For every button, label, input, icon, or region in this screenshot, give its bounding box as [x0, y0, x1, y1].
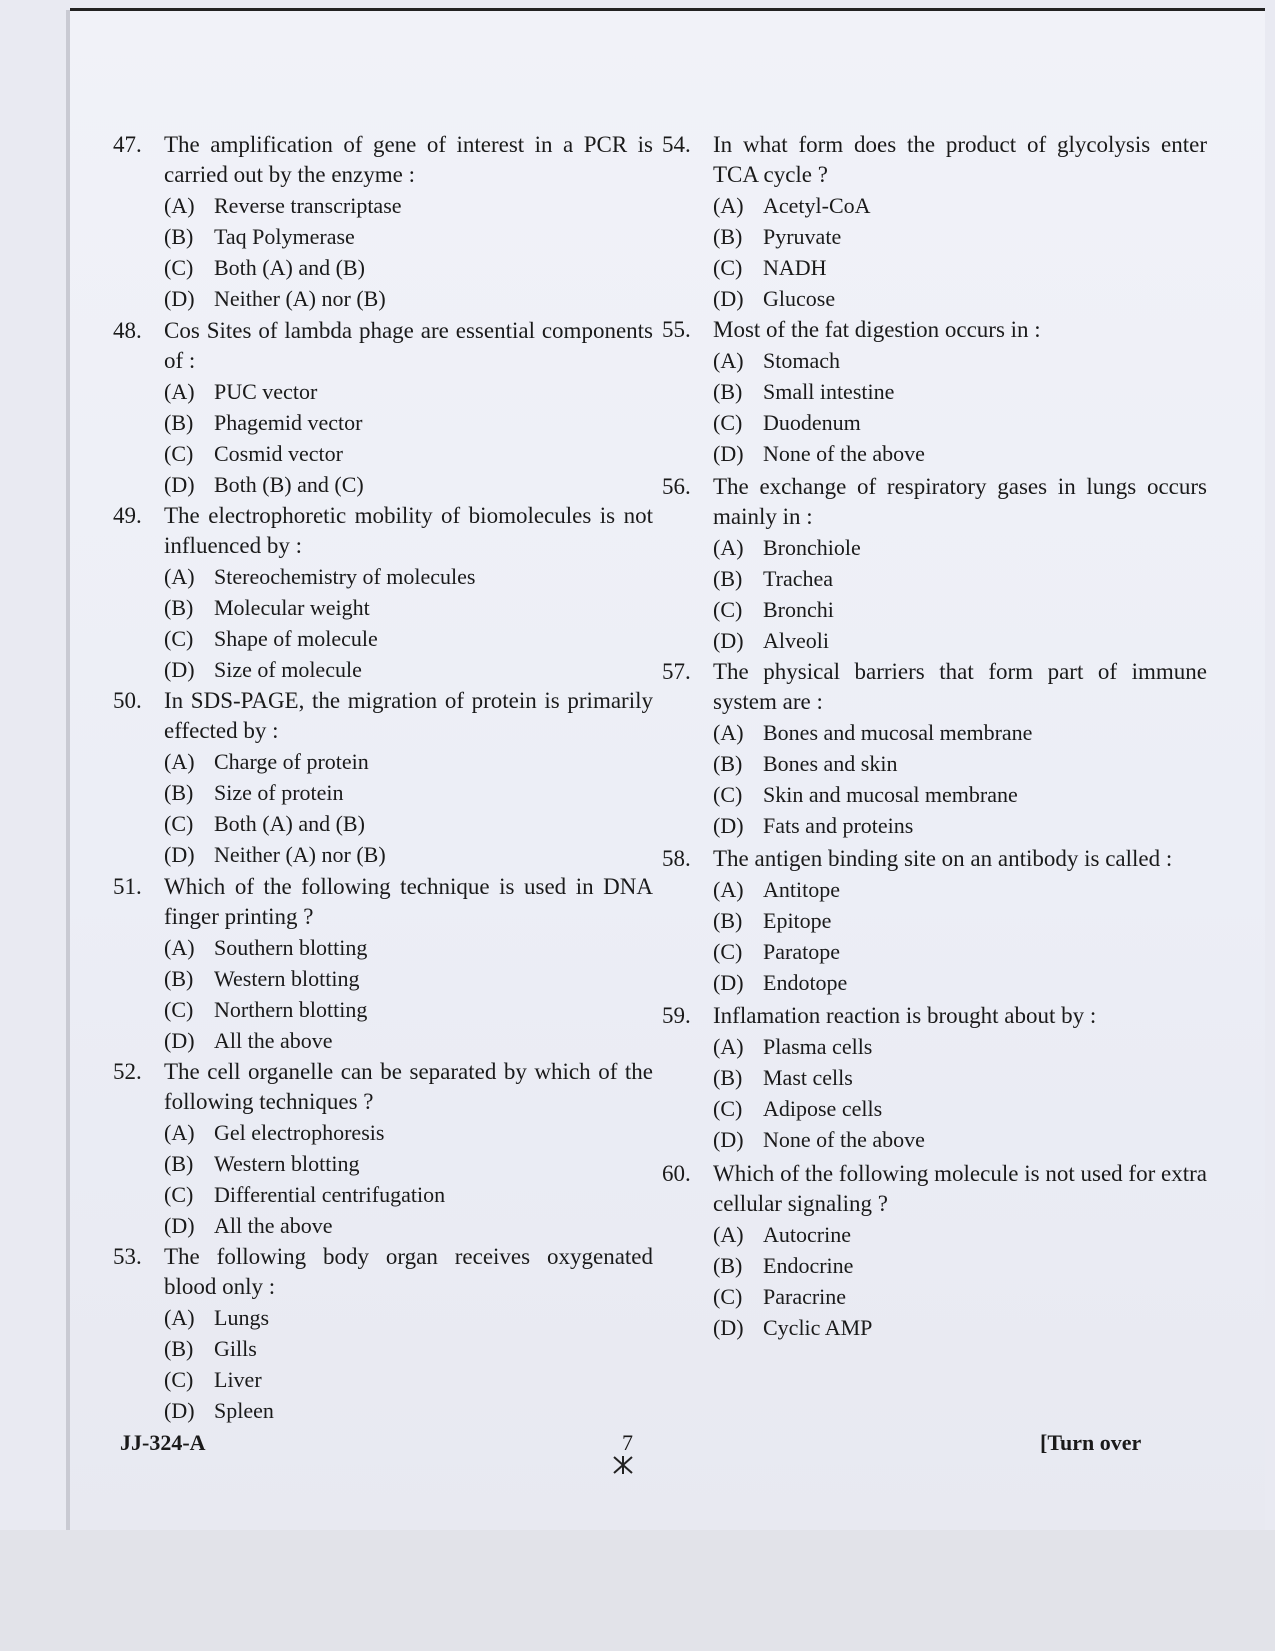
- option-label: (A): [713, 535, 744, 560]
- question-number: 52.: [113, 1059, 142, 1084]
- option-text: All the above: [214, 1028, 333, 1053]
- answer-option: [713, 1062, 1207, 1093]
- answer-option: [713, 779, 1207, 810]
- option-text: Alveoli: [763, 628, 829, 653]
- option-text: NADH: [763, 255, 827, 280]
- answer-option: [164, 1333, 653, 1364]
- option-label: (A): [713, 1222, 744, 1247]
- option-label: (B): [713, 751, 743, 776]
- option-text: Stereochemistry of molecules: [214, 564, 476, 589]
- option-label: (B): [713, 1065, 743, 1090]
- option-text: Bronchi: [763, 597, 834, 622]
- option-text: Phagemid vector: [214, 410, 363, 435]
- answer-option: [713, 221, 1207, 252]
- question-text: The physical barriers that form part of immune system are :: [713, 659, 1207, 714]
- answer-option: [164, 376, 653, 407]
- question-text: The antigen binding site on an antibody is called :: [713, 846, 1173, 871]
- option-label: (A): [713, 877, 744, 902]
- question-number: 53.: [113, 1244, 142, 1269]
- answer-option: [164, 839, 653, 870]
- option-text: None of the above: [763, 441, 925, 466]
- option-label: (A): [164, 1305, 195, 1330]
- question-number: 55.: [662, 317, 691, 342]
- option-label: (D): [713, 813, 744, 838]
- answer-option: [713, 438, 1207, 469]
- question-48: [113, 316, 653, 500]
- option-text: Antitope: [763, 877, 840, 902]
- question-text: The cell organelle can be separated by which of the following techniques ?: [164, 1059, 653, 1114]
- answer-option: [713, 967, 1207, 998]
- question-55: [662, 315, 1207, 469]
- option-label: (B): [164, 1151, 194, 1176]
- answer-option: [164, 808, 653, 839]
- answer-option: [164, 252, 653, 283]
- option-text: Bronchiole: [763, 535, 861, 560]
- answer-option: [164, 1179, 653, 1210]
- option-label: (A): [713, 1034, 744, 1059]
- answer-option: [713, 717, 1207, 748]
- answer-option: [713, 594, 1207, 625]
- turn-over-note: [Turn over: [1040, 1430, 1142, 1455]
- option-text: PUC vector: [214, 379, 318, 404]
- option-label: (A): [164, 749, 195, 774]
- option-label: (C): [164, 811, 194, 836]
- answer-option: [713, 1093, 1207, 1124]
- option-text: Bones and skin: [763, 751, 898, 776]
- question-header: [662, 1001, 1207, 1031]
- answer-option: [164, 654, 653, 685]
- answer-option: [164, 1210, 653, 1241]
- answer-option: [713, 1031, 1207, 1062]
- answer-option: [164, 623, 653, 654]
- option-text: Lungs: [214, 1305, 269, 1330]
- question-text: In SDS-PAGE, the migration of protein is primarily effected by :: [164, 688, 653, 743]
- option-text: Gel electrophoresis: [214, 1120, 385, 1145]
- question-number: 51.: [113, 874, 142, 899]
- answer-option: [164, 469, 653, 500]
- page-top-edge: [70, 8, 1265, 11]
- option-label: (C): [713, 782, 743, 807]
- option-label: (B): [164, 1336, 194, 1361]
- question-number: 59.: [662, 1003, 691, 1028]
- answer-option: [713, 376, 1207, 407]
- question-text: The following body organ receives oxygenated blood only :: [164, 1244, 653, 1299]
- question-49: [113, 501, 653, 685]
- option-label: (D): [164, 472, 195, 497]
- question-58: [662, 844, 1207, 998]
- answer-option: [713, 905, 1207, 936]
- option-text: Duodenum: [763, 410, 861, 435]
- question-header: [113, 686, 653, 746]
- option-label: (B): [713, 1253, 743, 1278]
- question-47: [113, 130, 653, 314]
- question-text: Cos Sites of lambda phage are essential components of :: [164, 318, 653, 373]
- option-text: Western blotting: [214, 1151, 360, 1176]
- option-text: None of the above: [763, 1127, 925, 1152]
- option-label: (D): [713, 970, 744, 995]
- answer-option: [164, 777, 653, 808]
- question-text: In what form does the product of glycolysis enter TCA cycle ?: [713, 132, 1207, 187]
- option-text: Glucose: [763, 286, 836, 311]
- answer-option: [164, 963, 653, 994]
- option-label: (D): [713, 1315, 744, 1340]
- option-label: (C): [713, 410, 743, 435]
- question-header: [113, 501, 653, 561]
- option-text: All the above: [214, 1213, 333, 1238]
- answer-option: [164, 1025, 653, 1056]
- question-text: Which of the following molecule is not used for extra cellular signaling ?: [713, 1161, 1207, 1216]
- question-54: [662, 130, 1207, 314]
- answer-option: [164, 221, 653, 252]
- option-label: (A): [713, 193, 744, 218]
- question-text: The electrophoretic mobility of biomolecules is not influenced by :: [164, 503, 653, 558]
- question-number: 48.: [113, 318, 142, 343]
- answer-option: [713, 283, 1207, 314]
- answer-option: [164, 190, 653, 221]
- option-label: (C): [164, 1367, 194, 1392]
- question-header: [113, 1242, 653, 1302]
- answer-option: [713, 625, 1207, 656]
- option-text: Autocrine: [763, 1222, 851, 1247]
- question-number: 56.: [662, 474, 691, 499]
- option-label: (B): [713, 908, 743, 933]
- option-label: (A): [164, 564, 195, 589]
- question-57: [662, 657, 1207, 841]
- question-number: 60.: [662, 1161, 691, 1186]
- option-text: Neither (A) nor (B): [214, 286, 386, 311]
- option-text: Western blotting: [214, 966, 360, 991]
- option-text: Mast cells: [763, 1065, 853, 1090]
- option-label: (A): [164, 1120, 195, 1145]
- option-text: Southern blotting: [214, 935, 368, 960]
- option-label: (D): [164, 657, 195, 682]
- question-header: [113, 130, 653, 190]
- answer-option: [164, 1148, 653, 1179]
- question-number: 50.: [113, 688, 142, 713]
- question-header: [662, 844, 1207, 874]
- scan-bottom-margin: [0, 1530, 1275, 1651]
- option-label: (B): [713, 379, 743, 404]
- question-text: Inflamation reaction is brought about by :: [713, 1003, 1097, 1028]
- option-label: (C): [713, 939, 743, 964]
- answer-option: [713, 563, 1207, 594]
- option-text: Taq Polymerase: [214, 224, 355, 249]
- answer-option: [713, 1312, 1207, 1343]
- option-label: (B): [164, 595, 194, 620]
- option-label: (D): [164, 842, 195, 867]
- option-text: Northern blotting: [214, 997, 368, 1022]
- left-question-column: [113, 130, 653, 1426]
- option-text: Cosmid vector: [214, 441, 343, 466]
- answer-option: [164, 1302, 653, 1333]
- option-label: (C): [164, 997, 194, 1022]
- option-text: Differential centrifugation: [214, 1182, 446, 1207]
- answer-option: [713, 748, 1207, 779]
- option-text: Small intestine: [763, 379, 895, 404]
- option-label: (C): [164, 441, 194, 466]
- answer-option: [713, 190, 1207, 221]
- page-number: 7: [622, 1430, 633, 1455]
- answer-option: [164, 561, 653, 592]
- option-label: (B): [164, 224, 194, 249]
- answer-option: [713, 1250, 1207, 1281]
- page-left-edge: [66, 10, 70, 1530]
- question-53: [113, 1242, 653, 1426]
- option-text: Molecular weight: [214, 595, 370, 620]
- option-text: Size of protein: [214, 780, 344, 805]
- question-number: 47.: [113, 132, 142, 157]
- question-number: 58.: [662, 846, 691, 871]
- option-label: (C): [164, 255, 194, 280]
- option-text: Paracrine: [763, 1284, 847, 1309]
- answer-option: [164, 1364, 653, 1395]
- question-60: [662, 1159, 1207, 1343]
- option-label: (D): [713, 1127, 744, 1152]
- option-label: (B): [164, 410, 194, 435]
- answer-option: [713, 1124, 1207, 1155]
- option-label: (B): [713, 224, 743, 249]
- option-text: Neither (A) nor (B): [214, 842, 386, 867]
- paper-code: JJ-324-A: [120, 1430, 206, 1455]
- question-header: [662, 315, 1207, 345]
- option-text: Size of molecule: [214, 657, 362, 682]
- right-question-column: [662, 130, 1207, 1343]
- answer-option: [713, 1281, 1207, 1312]
- question-number: 54.: [662, 132, 691, 157]
- question-header: [662, 1159, 1207, 1219]
- option-text: Plasma cells: [763, 1034, 873, 1059]
- answer-option: [164, 746, 653, 777]
- question-header: [113, 1057, 653, 1117]
- option-label: (A): [164, 935, 195, 960]
- question-number: 57.: [662, 659, 691, 684]
- option-text: Endocrine: [763, 1253, 854, 1278]
- question-number: 49.: [113, 503, 142, 528]
- answer-option: [164, 407, 653, 438]
- option-label: (D): [713, 286, 744, 311]
- option-text: Both (A) and (B): [214, 255, 365, 280]
- option-text: Cyclic AMP: [763, 1315, 873, 1340]
- option-text: Bones and mucosal membrane: [763, 720, 1033, 745]
- answer-option: [164, 438, 653, 469]
- option-text: Paratope: [763, 939, 840, 964]
- answer-option: [164, 932, 653, 963]
- option-label: (C): [713, 597, 743, 622]
- option-label: (A): [164, 193, 195, 218]
- option-text: Adipose cells: [763, 1096, 883, 1121]
- option-text: Skin and mucosal membrane: [763, 782, 1018, 807]
- question-52: [113, 1057, 653, 1241]
- answer-option: [164, 592, 653, 623]
- option-label: (D): [164, 1398, 195, 1423]
- answer-option: [713, 936, 1207, 967]
- option-label: (D): [164, 1028, 195, 1053]
- question-text: Most of the fat digestion occurs in :: [713, 317, 1041, 342]
- option-text: Pyruvate: [763, 224, 842, 249]
- option-label: (D): [713, 628, 744, 653]
- option-label: (C): [164, 626, 194, 651]
- answer-option: [164, 1117, 653, 1148]
- question-header: [662, 130, 1207, 190]
- answer-option: [164, 283, 653, 314]
- question-59: [662, 1001, 1207, 1155]
- option-label: (C): [713, 1284, 743, 1309]
- option-label: (A): [713, 720, 744, 745]
- question-header: [113, 316, 653, 376]
- option-label: (C): [713, 255, 743, 280]
- option-text: Gills: [214, 1336, 257, 1361]
- question-text: The amplification of gene of interest in a PCR is carried out by the enzyme :: [164, 132, 653, 187]
- option-text: Endotope: [763, 970, 848, 995]
- option-label: (A): [713, 348, 744, 373]
- answer-option: [713, 874, 1207, 905]
- option-label: (D): [164, 286, 195, 311]
- footer-star-mark-icon: [612, 1455, 634, 1475]
- question-text: The exchange of respiratory gases in lungs occurs mainly in :: [713, 474, 1207, 529]
- option-text: Reverse transcriptase: [214, 193, 402, 218]
- question-56: [662, 472, 1207, 656]
- answer-option: [713, 252, 1207, 283]
- option-label: (B): [713, 566, 743, 591]
- option-text: Stomach: [763, 348, 840, 373]
- answer-option: [713, 345, 1207, 376]
- option-label: (B): [164, 780, 194, 805]
- option-label: (B): [164, 966, 194, 991]
- question-51: [113, 872, 653, 1056]
- answer-option: [164, 1395, 653, 1426]
- option-text: Shape of molecule: [214, 626, 378, 651]
- option-text: Both (A) and (B): [214, 811, 365, 836]
- question-header: [662, 657, 1207, 717]
- option-text: Trachea: [763, 566, 834, 591]
- option-text: Both (B) and (C): [214, 472, 364, 497]
- question-header: [662, 472, 1207, 532]
- question-50: [113, 686, 653, 870]
- option-text: Acetyl-CoA: [763, 193, 871, 218]
- option-text: Epitope: [763, 908, 832, 933]
- answer-option: [164, 994, 653, 1025]
- option-text: Charge of protein: [214, 749, 369, 774]
- answer-option: [713, 407, 1207, 438]
- option-text: Spleen: [214, 1398, 274, 1423]
- option-label: (D): [713, 441, 744, 466]
- option-text: Liver: [214, 1367, 262, 1392]
- answer-option: [713, 1219, 1207, 1250]
- option-label: (A): [164, 379, 195, 404]
- answer-option: [713, 532, 1207, 563]
- option-label: (D): [164, 1213, 195, 1238]
- option-text: Fats and proteins: [763, 813, 914, 838]
- answer-option: [713, 810, 1207, 841]
- option-label: (C): [713, 1096, 743, 1121]
- option-label: (C): [164, 1182, 194, 1207]
- question-text: Which of the following technique is used in DNA finger printing ?: [164, 874, 653, 929]
- question-header: [113, 872, 653, 932]
